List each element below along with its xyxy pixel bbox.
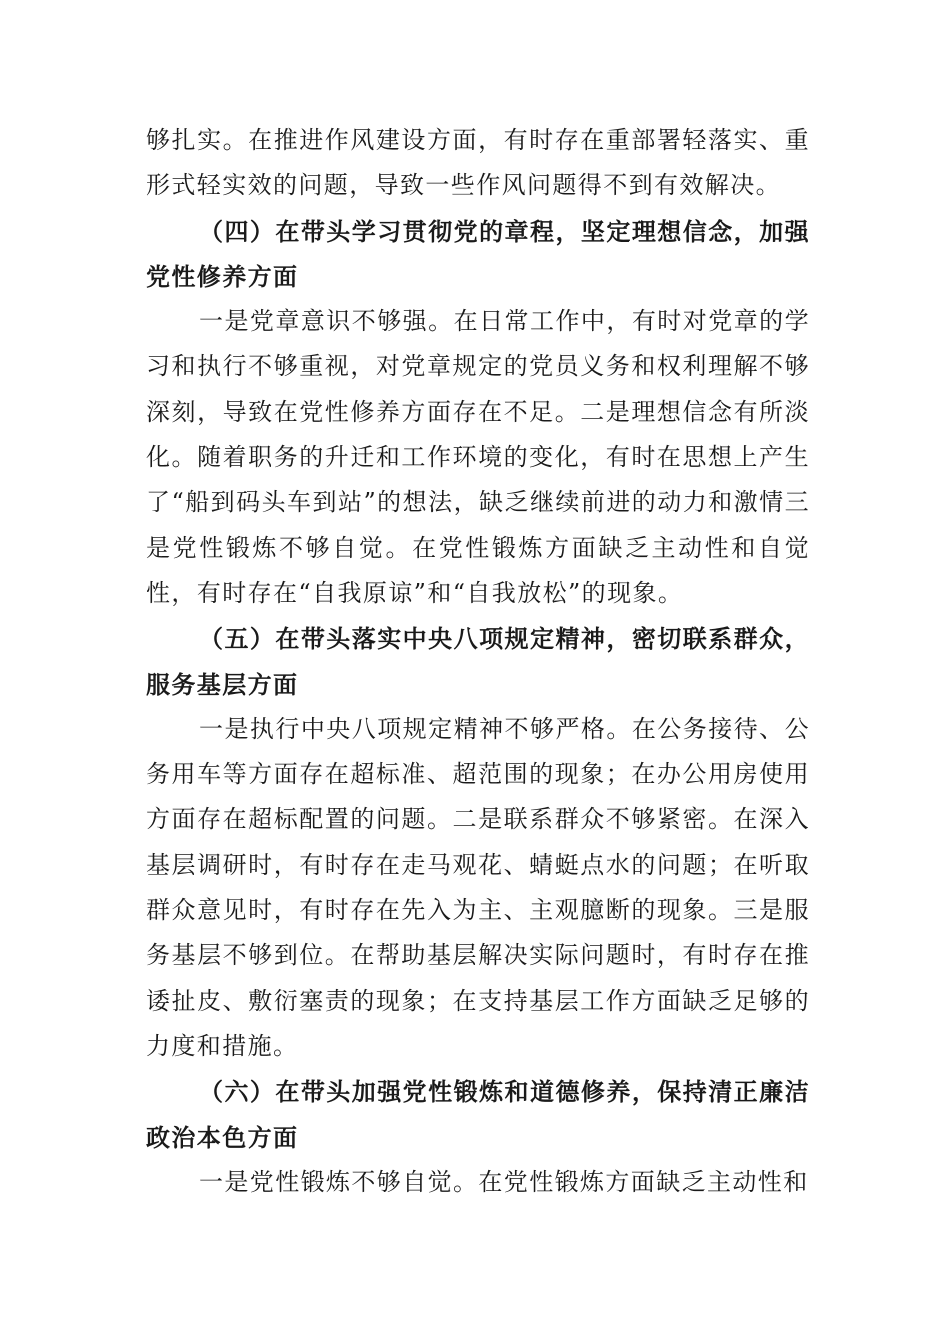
document-page (146, 118, 810, 1205)
body-paragraph-section-4: 一是党章意识不够强。在日常工作中，有时对党章的学习和执行不够重视，对党章规定的党员义务和权利理解不够深刻，导致在党性修养方面存在不足。二是理想信念有所淡化。随着职务的升迁和工作环境的变化，有时在思想上产生了“船到码头车到站”的想法，缺乏继续前进的动力和激情三是党性锻炼不够自觉。在党性锻炼方面缺乏主动性和自觉性，有时存在“自我原谅”和“自我放松”的现象。 (146, 307, 810, 607)
section-heading-6: （六）在带头加强党性锻炼和道德修养，保持清正廉洁政治本色方面 (146, 1077, 810, 1152)
section-heading-4: （四）在带头学习贯彻党的章程，坚定理想信念，加强党性修养方面 (146, 216, 810, 291)
section-heading-5: （五）在带头落实中央八项规定精神，密切联系群众，服务基层方面 (146, 624, 810, 699)
body-paragraph-section-6: 一是党性锻炼不够自觉。在党性锻炼方面缺乏主动性和 (199, 1167, 809, 1196)
body-paragraph-section-5: 一是执行中央八项规定精神不够严格。在公务接待、公务用车等方面存在超标准、超范围的现象；在办公用房使用方面存在超标配置的问题。二是联系群众不够紧密。在深入基层调研时，有时存在走马观花、蜻蜓点水的问题；在听取群众意见时，有时存在先入为主、主观臆断的现象。三是服务基层不够到位。在帮助基层解决实际问题时，有时存在推诿扯皮、敷衍塞责的现象；在支持基层工作方面缺乏足够的力度和措施。 (146, 714, 810, 1060)
body-paragraph-continuation: 够扎实。在推进作风建设方面，有时存在重部署轻落实、重形式轻实效的问题，导致一些作风问题得不到有效解决。 (146, 126, 810, 200)
